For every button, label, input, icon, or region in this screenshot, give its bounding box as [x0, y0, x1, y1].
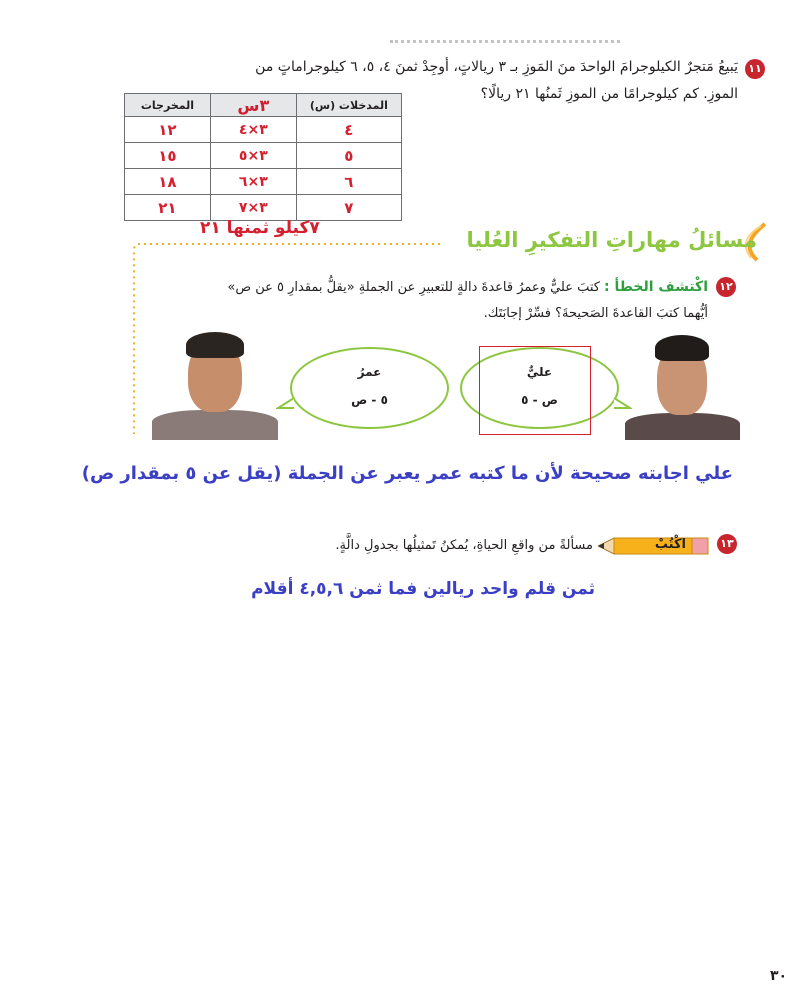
- omar-portrait: [150, 330, 280, 440]
- table-header-input: المدخلات (س): [296, 94, 401, 117]
- question-12-label: اكْتشف الخطأ :: [604, 279, 708, 295]
- write-label: اكْتُبْ: [654, 537, 686, 552]
- table-header-rule: ٣س: [210, 94, 296, 117]
- table-cell-output: ١٨: [125, 169, 211, 195]
- table-cell-output: ٢١: [125, 195, 211, 221]
- question-11-handwritten-answer: ٧كيلو ثمنها ٢١: [200, 218, 320, 238]
- omar-bubble-tail: [276, 396, 296, 416]
- question-13-answer: ثمن قلم واحد ريالين فما ثمن ٤,٥,٦ أقلام: [251, 579, 595, 599]
- section-header: [130, 222, 775, 264]
- question-12-number: ١٢: [716, 277, 736, 297]
- top-cutoff-fragment: [390, 40, 620, 51]
- omar-shirt: [152, 410, 278, 440]
- omar-rule: ٥ - ص: [351, 393, 388, 407]
- table-header-output: المخرجات: [125, 94, 211, 117]
- omar-speech-bubble: [290, 347, 449, 429]
- table-row: [125, 169, 402, 195]
- table-cell-rule: ٣×٤: [210, 117, 296, 143]
- ali-portrait: [625, 333, 740, 440]
- question-12-line-1: كتبَ عليٌّ وعمرُ قاعدةَ دالةٍ للتعبيرِ عن الجملةِ «يقلُّ بمقدارِ ٥ عن ص»: [227, 280, 600, 295]
- write-pencil-banner: [598, 535, 710, 557]
- omar-hair: [186, 332, 244, 358]
- table-cell-input: ٤: [296, 117, 401, 143]
- answer-highlight-box: [479, 346, 591, 435]
- function-table: [124, 93, 402, 221]
- section-title: مسائلُ مهاراتِ التفكيرِ العُليا: [466, 228, 757, 252]
- table-row: [125, 117, 402, 143]
- ali-name: عليٌّ: [526, 365, 553, 379]
- table-row: [125, 195, 402, 221]
- ali-rule: ص - ٥: [521, 393, 558, 407]
- table-cell-output: ١٢: [125, 117, 211, 143]
- table-cell-rule: ٣×٥: [210, 143, 296, 169]
- function-table-header-row: [125, 94, 402, 117]
- question-11-line-2: الموزِ. كم كيلوجرامًا من الموزِ ثَمنُها ٢١ ريالًا؟: [480, 86, 738, 102]
- ali-hair: [655, 335, 709, 361]
- table-cell-output: ١٥: [125, 143, 211, 169]
- omar-name: عمرُ: [357, 365, 382, 379]
- question-13-text: مسألةً من واقعِ الحياةِ، يُمكنُ تَمثيلُها بجدولِ دالَّةٍ.: [335, 538, 593, 553]
- question-12-line-2: أيُّهما كتبَ القاعدةَ الصَحيحةَ؟ فسِّرْ إجابَتَك.: [483, 306, 708, 321]
- question-11-number: ١١: [745, 59, 765, 79]
- question-12-answer: علي اجابته صحيحة لأن ما كتبه عمر يعبر عن الجملة (يقل عن ٥ بمقدار ص): [81, 463, 733, 484]
- ali-shirt: [625, 413, 740, 440]
- table-cell-rule: ٣×٧: [210, 195, 296, 221]
- page-number: ٣٠: [770, 968, 788, 984]
- table-cell-input: ٧: [296, 195, 401, 221]
- table-cell-input: ٦: [296, 169, 401, 195]
- table-row: [125, 143, 402, 169]
- question-11-line-1: يَبيعُ مَتجرٌ الكيلوجرامَ الواحدَ منَ المَوزِ بـ ٣ ريالاتٍ، أوجِدْ ثمنَ ٤، ٥، ٦ كيلوجراماتٍ من: [255, 59, 738, 75]
- table-cell-rule: ٣×٦: [210, 169, 296, 195]
- table-cell-input: ٥: [296, 143, 401, 169]
- question-13-number: ١٣: [717, 534, 737, 554]
